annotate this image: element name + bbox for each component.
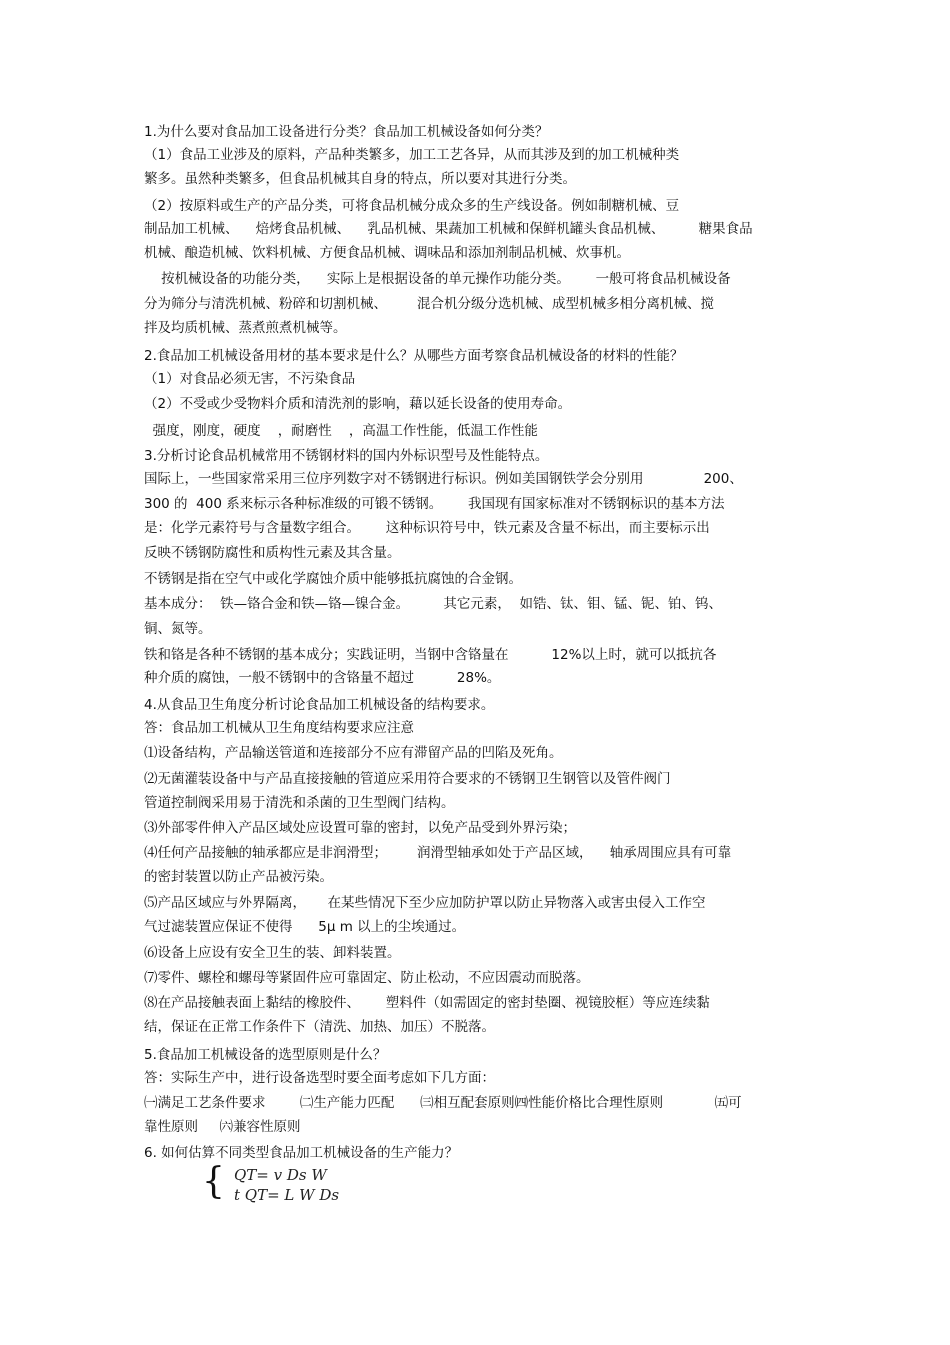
text-line: （1）对食品必须无害，不污染食品 [144, 371, 356, 387]
formula-brace: { [202, 1161, 225, 1202]
text-line: 5.食品加工机械设备的选型原则是什么？ [144, 1047, 387, 1063]
text-line: ⑹设备上应设有安全卫生的装、卸料装置。 [144, 945, 401, 961]
text-line: ㈠满足工艺条件要求 ㈡生产能力匹配 ㈢相互配套原则㈣性能价格比合理性原则 ㈤可 [144, 1095, 742, 1111]
text-line: ⑶外部零件伸入产品区域处应设置可靠的密封，以免产品受到外界污染； [144, 820, 576, 836]
text-line: 300 的 400 系来标示各种标准级的可锻不锈钢。 我国现有国家标准对不锈钢标识的基本方法 [144, 496, 725, 512]
formula-line-1: QT= v Ds W [234, 1166, 327, 1184]
text-line: 分为筛分与清洗机械、粉碎和切割机械、 混合机分级分选机械、成型机械多相分离机械、搅 [144, 296, 715, 312]
text-line: 的密封装置以防止产品被污染。 [144, 869, 333, 885]
text-line: 机械、酿造机械、饮料机械、方便食品机械、调味品和添加剂制品机械、炊事机。 [144, 245, 630, 261]
text-line: 制品加工机械、 焙烤食品机械、 乳品机械、果蔬加工机械和保鲜机罐头食品机械、 糖果食品 [144, 221, 753, 237]
text-line: （2）按原料或生产的产品分类，可将食品机械分成众多的生产线设备。例如制糖机械、豆 [144, 198, 680, 214]
text-line: 种介质的腐蚀，一般不锈钢中的含铬量不超过 28%。 [144, 670, 501, 686]
text-line: （2）不受或少受物料介质和清洗剂的影响，藉以延长设备的使用寿命。 [144, 396, 572, 412]
text-line: ⑴设备结构，产品输送管道和连接部分不应有滞留产品的凹陷及死角。 [144, 745, 563, 761]
text-line: 拌及均质机械、蒸煮煎煮机械等。 [144, 320, 347, 336]
text-line: 不锈钢是指在空气中或化学腐蚀介质中能够抵抗腐蚀的合金钢。 [144, 571, 522, 587]
text-line: 国际上，一些国家常采用三位序列数字对不锈钢进行标识。例如美国钢铁学会分别用 200、 [144, 471, 743, 487]
text-line: 3.分析讨论食品机械常用不锈钢材料的国内外标识型号及性能特点。 [144, 448, 549, 464]
text-line: 管道控制阀采用易于清洗和杀菌的卫生型阀门结构。 [144, 795, 455, 811]
text-line: 基本成分： 铁—铬合金和铁—铬—镍合金。 其它元素， 如锆、钛、钼、锰、铌、铂、钨、 [144, 596, 722, 612]
text-line: 结，保证在正常工作条件下（清洗、加热、加压）不脱落。 [144, 1019, 495, 1035]
text-line: 气过滤装置应保证不使得 5μ m 以上的尘埃通过。 [144, 919, 466, 935]
text-line: ⑷任何产品接触的轴承都应是非润滑型； 润滑型轴承如处于产品区域， 轴承周围应具有可靠 [144, 845, 732, 861]
text-line: 4.从食品卫生角度分析讨论食品加工机械设备的结构要求。 [144, 697, 495, 713]
text-line: 按机械设备的功能分类， 实际上是根据设备的单元操作功能分类。 一般可将食品机械设备 [144, 271, 731, 287]
text-line: 繁多。虽然种类繁多，但食品机械其自身的特点，所以要对其进行分类。 [144, 171, 576, 187]
text-line: 反映不锈钢防腐性和质构性元素及其含量。 [144, 545, 401, 561]
text-line: 1.为什么要对食品加工设备进行分类？食品加工机械设备如何分类？ [144, 124, 549, 140]
text-line: 是：化学元素符号与含量数字组合。 这种标识符号中，铁元素及含量不标出，而主要标示出 [144, 520, 710, 536]
text-line: 铁和铬是各种不锈钢的基本成分；实践证明，当钢中含铬量在 12%以上时，就可以抵抗各 [144, 647, 717, 663]
formula-line-2: t QT= L W Ds [234, 1186, 340, 1204]
text-line: 靠性原则 ㈥兼容性原则 [144, 1119, 301, 1135]
text-line: ⑸产品区域应与外界隔离， 在某些情况下至少应加防护罩以防止异物落入或害虫侵入工作空 [144, 895, 706, 911]
text-line: 2.食品加工机械设备用材的基本要求是什么？从哪些方面考察食品机械设备的材料的性能？ [144, 348, 684, 364]
text-line: ⑵无菌灌装设备中与产品直接接触的管道应采用符合要求的不锈钢卫生钢管以及管件阀门 [144, 771, 671, 787]
text-line: 答：实际生产中，进行设备选型时要全面考虑如下几方面： [144, 1070, 495, 1086]
text-line: ⑺零件、螺栓和螺母等紧固件应可靠固定、防止松动，不应因震动而脱落。 [144, 970, 590, 986]
text-line: 铜、氮等。 [144, 621, 212, 637]
text-line: 强度，刚度，硬度 ，耐磨性 ，高温工作性能，低温工作性能 [144, 423, 538, 439]
text-line: 答：食品加工机械从卫生角度结构要求应注意 [144, 720, 414, 736]
capacity-formula [200, 1161, 460, 1206]
text-line: （1）食品工业涉及的原料，产品种类繁多，加工工艺各异，从而其涉及到的加工机械种类 [144, 147, 680, 163]
text-line: ⑻在产品接触表面上黏结的橡胶件、 塑料件（如需固定的密封垫圈、视镜胶框）等应连续黏 [144, 995, 710, 1011]
text-line: 6. 如何估算不同类型食品加工机械设备的生产能力？ [144, 1145, 459, 1161]
